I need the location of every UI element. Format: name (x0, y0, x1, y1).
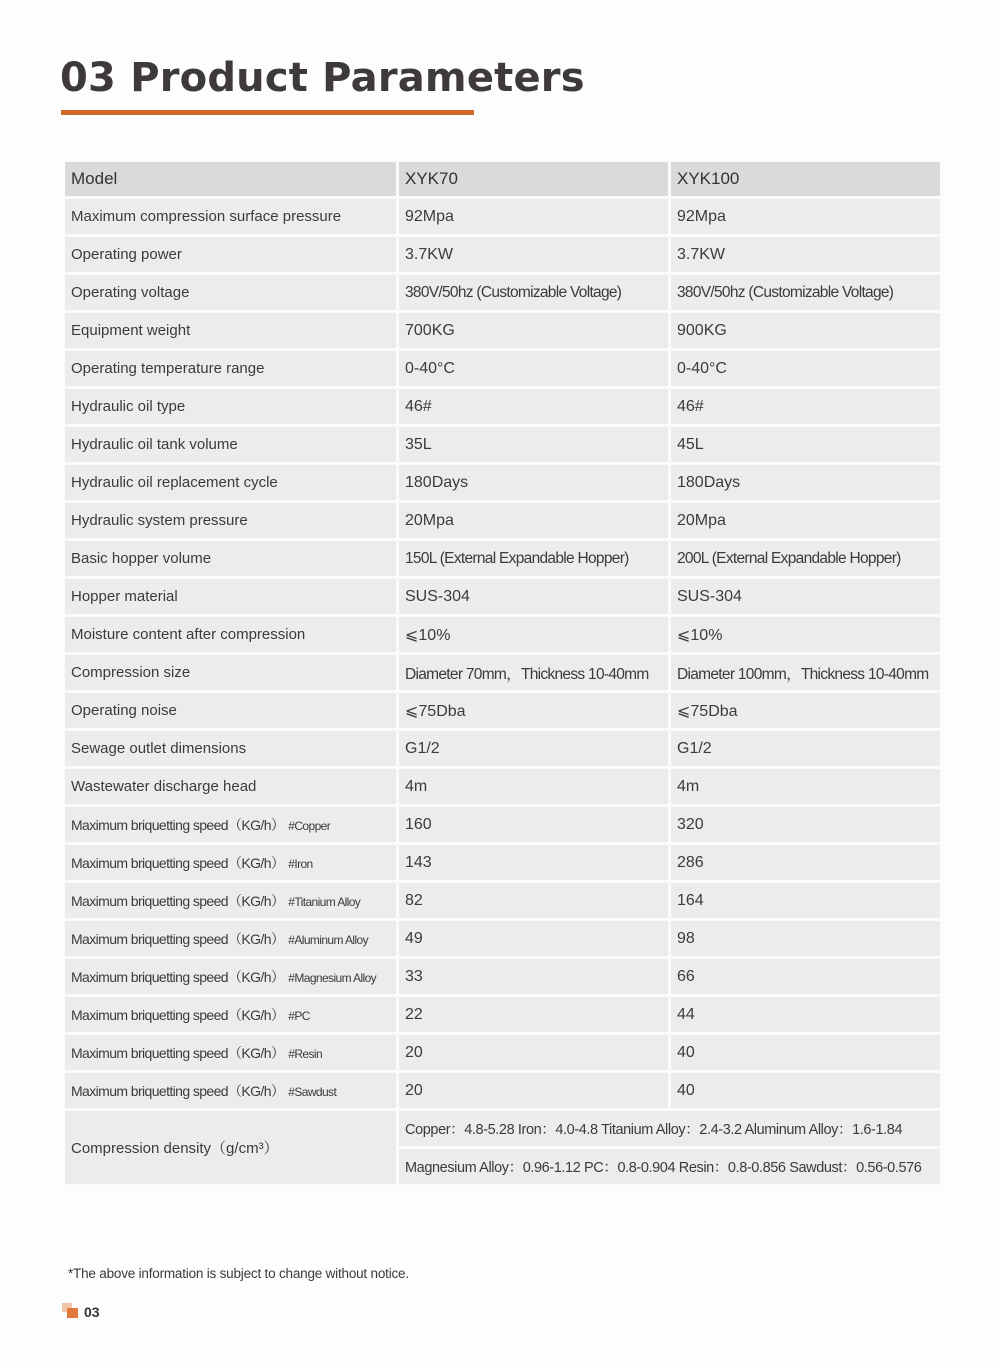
material-tag: #PC (288, 1008, 310, 1023)
material-tag: #Resin (288, 1046, 323, 1061)
density-values-line-2: Magnesium Alloy：0.96-1.12 PC：0.8-0.904 Resin：0.8-0.856 Sawdust：0.56-0.576 (398, 1148, 942, 1186)
row-label: Maximum compression surface pressure (64, 198, 398, 236)
row-label: Sewage outlet dimensions (64, 730, 398, 768)
value-xyk100: 46# (670, 388, 942, 426)
row-label (64, 844, 398, 882)
table-row (64, 730, 942, 768)
row-label (64, 920, 398, 958)
row-label (64, 882, 398, 920)
speed-label: Maximum briquetting speed（KG/h） (71, 1006, 285, 1023)
page-title: 03 Product Parameters (60, 55, 585, 101)
value-xyk70: 180Days (398, 464, 670, 502)
value-xyk100: 92Mpa (670, 198, 942, 236)
speed-label: Maximum briquetting speed（KG/h） (71, 1082, 285, 1099)
table-row (64, 274, 942, 312)
row-label: Wastewater discharge head (64, 768, 398, 806)
table-row (64, 426, 942, 464)
value-xyk100: 380V/50hz (Customizable Voltage) (670, 274, 942, 312)
material-tag: #Aluminum Alloy (288, 932, 368, 947)
value-xyk70: ⩽75Dba (398, 692, 670, 730)
speed-label: Maximum briquetting speed（KG/h） (71, 854, 285, 871)
value-xyk100: 180Days (670, 464, 942, 502)
value-xyk70: 92Mpa (398, 198, 670, 236)
speed-row (64, 1072, 942, 1110)
header-model-xyk70: XYK70 (398, 161, 670, 198)
value-xyk100: 286 (670, 844, 942, 882)
speed-label: Maximum briquetting speed（KG/h） (71, 930, 285, 947)
value-xyk100: 164 (670, 882, 942, 920)
material-tag: #Magnesium Alloy (288, 970, 377, 985)
material-tag: #Copper (288, 818, 331, 833)
value-xyk70: 4m (398, 768, 670, 806)
speed-label: Maximum briquetting speed（KG/h） (71, 892, 285, 909)
value-xyk70: 700KG (398, 312, 670, 350)
table-row (64, 312, 942, 350)
value-xyk70: 150L (External Expandable Hopper) (398, 540, 670, 578)
row-label: Hydraulic oil replacement cycle (64, 464, 398, 502)
value-xyk70: 143 (398, 844, 670, 882)
page-marker-front-square (67, 1308, 78, 1318)
table-row (64, 578, 942, 616)
table-row (64, 616, 942, 654)
value-xyk70: 49 (398, 920, 670, 958)
value-xyk100: 900KG (670, 312, 942, 350)
material-tag: #Titanium Alloy (288, 894, 361, 909)
value-xyk70: 20Mpa (398, 502, 670, 540)
row-label: Operating noise (64, 692, 398, 730)
value-xyk70: 380V/50hz (Customizable Voltage) (398, 274, 670, 312)
row-label (64, 806, 398, 844)
row-label: Hydraulic system pressure (64, 502, 398, 540)
value-xyk100: 320 (670, 806, 942, 844)
table-row (64, 502, 942, 540)
page-marker-icon (62, 1303, 82, 1323)
row-label: Basic hopper volume (64, 540, 398, 578)
value-xyk100: 20Mpa (670, 502, 942, 540)
value-xyk70: 3.7KW (398, 236, 670, 274)
row-label: Operating power (64, 236, 398, 274)
row-label: Operating temperature range (64, 350, 398, 388)
value-xyk70: 82 (398, 882, 670, 920)
table-row (64, 388, 942, 426)
speed-row (64, 806, 942, 844)
row-label (64, 958, 398, 996)
value-xyk70: 22 (398, 996, 670, 1034)
value-xyk100: 200L (External Expandable Hopper) (670, 540, 942, 578)
page-number: 03 (84, 1304, 100, 1320)
value-xyk100: 98 (670, 920, 942, 958)
row-label: Moisture content after compression (64, 616, 398, 654)
row-label (64, 1072, 398, 1110)
row-label: Hydraulic oil type (64, 388, 398, 426)
row-label: Operating voltage (64, 274, 398, 312)
row-label: Hydraulic oil tank volume (64, 426, 398, 464)
table-row (64, 236, 942, 274)
header-label: Model (64, 161, 398, 198)
speed-label: Maximum briquetting speed（KG/h） (71, 1044, 285, 1061)
speed-row (64, 844, 942, 882)
speed-row (64, 1034, 942, 1072)
row-label: Compression size (64, 654, 398, 692)
footnote: *The above information is subject to change without notice. (68, 1266, 409, 1281)
value-xyk70: 46# (398, 388, 670, 426)
material-tag: #Sawdust (288, 1084, 337, 1099)
value-xyk70: 20 (398, 1072, 670, 1110)
speed-label: Maximum briquetting speed（KG/h） (71, 968, 285, 985)
value-xyk100: 3.7KW (670, 236, 942, 274)
density-label: Compression density（g/cm³） (64, 1110, 398, 1186)
value-xyk100: 66 (670, 958, 942, 996)
value-xyk70: 0-40°C (398, 350, 670, 388)
speed-row (64, 996, 942, 1034)
density-row (64, 1110, 942, 1148)
value-xyk70: Diameter 70mm，Thickness 10-40mm (398, 654, 670, 692)
material-tag: #Iron (288, 856, 313, 871)
row-label: Equipment weight (64, 312, 398, 350)
row-label (64, 996, 398, 1034)
value-xyk100: G1/2 (670, 730, 942, 768)
table-header-row (64, 161, 942, 198)
speed-row (64, 882, 942, 920)
value-xyk100: 44 (670, 996, 942, 1034)
speed-row (64, 958, 942, 996)
value-xyk70: 20 (398, 1034, 670, 1072)
value-xyk70: SUS-304 (398, 578, 670, 616)
speed-label: Maximum briquetting speed（KG/h） (71, 816, 285, 833)
row-label (64, 1034, 398, 1072)
table-row (64, 198, 942, 236)
value-xyk100: Diameter 100mm，Thickness 10-40mm (670, 654, 942, 692)
speed-row (64, 920, 942, 958)
title-underline (61, 110, 474, 115)
value-xyk70: G1/2 (398, 730, 670, 768)
value-xyk100: ⩽75Dba (670, 692, 942, 730)
table-row (64, 768, 942, 806)
value-xyk100: 40 (670, 1034, 942, 1072)
density-values-line-1: Copper：4.8-5.28 Iron：4.0-4.8 Titanium Alloy：2.4-3.2 Aluminum Alloy：1.6-1.84 (398, 1110, 942, 1148)
value-xyk100: 40 (670, 1072, 942, 1110)
table-row (64, 692, 942, 730)
table-row (64, 540, 942, 578)
value-xyk100: 45L (670, 426, 942, 464)
value-xyk100: 0-40°C (670, 350, 942, 388)
value-xyk70: 35L (398, 426, 670, 464)
value-xyk100: 4m (670, 768, 942, 806)
header-model-xyk100: XYK100 (670, 161, 942, 198)
product-parameters-table (62, 159, 943, 1187)
table-row (64, 464, 942, 502)
value-xyk100: SUS-304 (670, 578, 942, 616)
table-row (64, 654, 942, 692)
value-xyk70: ⩽10% (398, 616, 670, 654)
table-row (64, 350, 942, 388)
value-xyk70: 160 (398, 806, 670, 844)
value-xyk100: ⩽10% (670, 616, 942, 654)
row-label: Hopper material (64, 578, 398, 616)
value-xyk70: 33 (398, 958, 670, 996)
